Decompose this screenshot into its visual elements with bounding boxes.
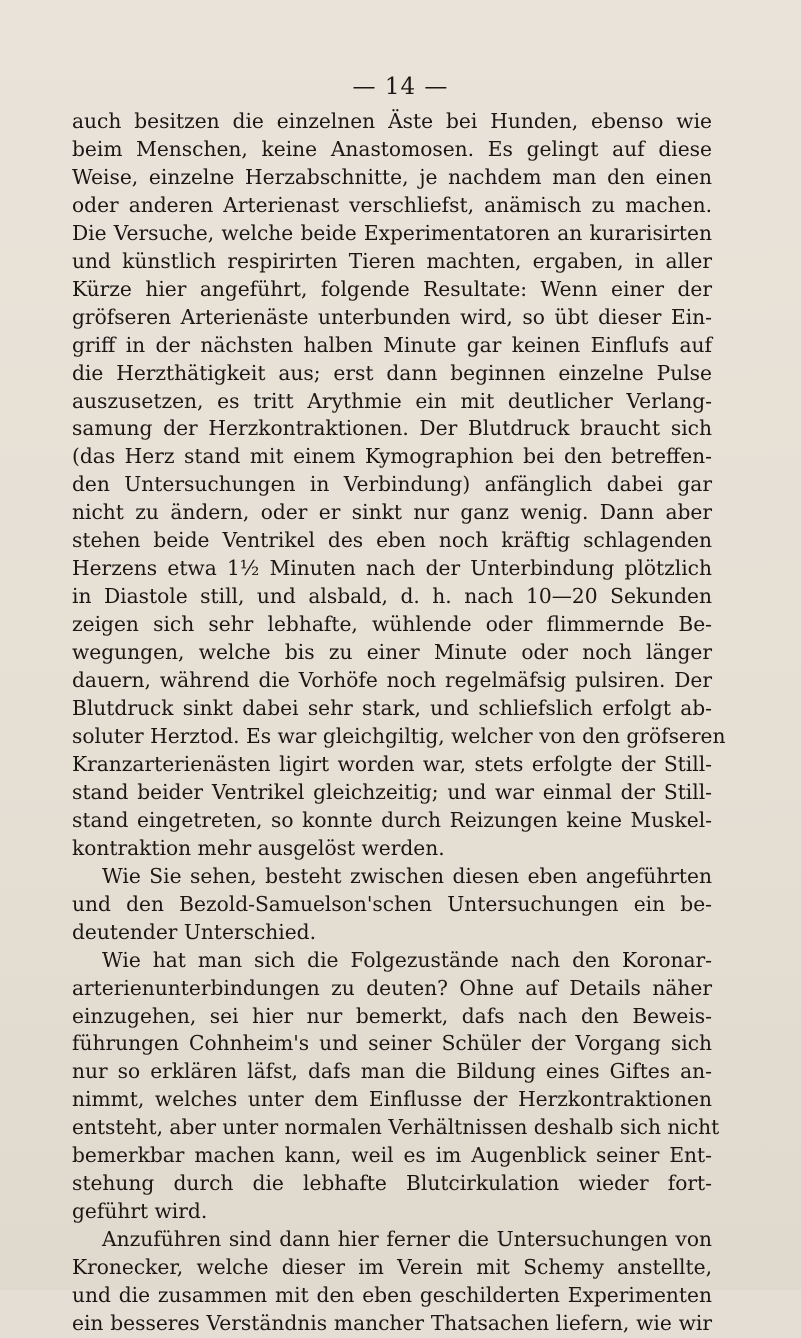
text-line: nimmt, welches unter dem Einflusse der Herzkontraktionen — [72, 1087, 712, 1112]
text-line: stand beider Ventrikel gleichzeitig; und war einmal der Still- — [72, 779, 712, 804]
text-line: Blutdruck sinkt dabei sehr stark, und schliefslich erfolgt ab- — [72, 696, 712, 721]
text-line: auszusetzen, es tritt Arythmie ein mit deutlicher Verlang- — [72, 388, 712, 413]
text-line: Weise, einzelne Herzabschnitte, je nachdem man den einen — [72, 164, 712, 189]
text-line: gröfseren Arterienäste unterbunden wird, so übt dieser Ein- — [72, 304, 712, 329]
text-line: beim Menschen, keine Anastomosen. Es gelingt auf diese — [72, 136, 712, 161]
text-line: und die zusammen mit den eben geschilderten Experimenten — [72, 1283, 712, 1308]
text-line: führungen Cohnheim's und seiner Schüler der Vorgang sich — [72, 1031, 712, 1056]
text-line: (das Herz stand mit einem Kymographion bei den betreffen- — [72, 444, 712, 469]
text-line: Anzuführen sind dann hier ferner die Untersuchungen von — [102, 1227, 712, 1252]
text-line: ein besseres Verständnis mancher Thatsachen liefern, wie wir — [72, 1310, 712, 1335]
text-line: nur so erklären läfst, dafs man die Bildung eines Giftes an- — [72, 1059, 712, 1084]
text-line: entsteht, aber unter normalen Verhältnissen deshalb sich nicht — [72, 1115, 720, 1140]
text-line: wegungen, welche bis zu einer Minute oder noch länger — [72, 640, 712, 665]
text-line: auch besitzen die einzelnen Äste bei Hunden, ebenso wie — [72, 109, 712, 133]
text-line: nicht zu ändern, oder er sinkt nur ganz wenig. Dann aber — [72, 500, 712, 525]
text-line: zeigen sich sehr lebhafte, wühlende oder flimmernde Be- — [72, 612, 712, 637]
text-line: oder anderen Arterienast verschliefst, anämisch zu machen. — [72, 192, 712, 217]
text-line: die Herzthätigkeit aus; erst dann beginnen einzelne Pulse — [72, 360, 712, 385]
text-line: arterienunterbindungen zu deuten? Ohne auf Details näher — [72, 975, 712, 1000]
text-line: Kürze hier angeführt, folgende Resultate: Wenn einer der — [72, 276, 712, 301]
text-line: bemerkbar machen kann, weil es im Augenblick seiner Ent- — [72, 1143, 712, 1168]
page-number: — 14 — — [352, 74, 449, 100]
text-line: samung der Herzkontraktionen. Der Blutdruck braucht sich — [72, 416, 712, 441]
text-line: einzugehen, sei hier nur bemerkt, dafs nach den Beweis- — [72, 1003, 712, 1028]
text-line: in Diastole still, und alsbald, d. h. nach 10—20 Sekunden — [72, 584, 712, 609]
text-line: und den Bezold-Samuelson'schen Untersuchungen ein be- — [72, 891, 712, 916]
text-line: Die Versuche, welche beide Experimentatoren an kurarisirten — [72, 220, 712, 245]
text-line: Herzens etwa 1½ Minuten nach der Unterbindung plötzlich — [72, 556, 712, 581]
text-line: Wie Sie sehen, besteht zwischen diesen eben angeführten — [102, 863, 712, 888]
text-line: griff in der nächsten halben Minute gar keinen Einflufs auf — [72, 332, 712, 357]
text-line: kontraktion mehr ausgelöst werden. — [72, 835, 445, 860]
text-line: Wie hat man sich die Folgezustände nach den Koronar- — [102, 947, 712, 972]
text-line: stehen beide Ventrikel des eben noch kräftig schlagenden — [72, 528, 712, 553]
text-line: dauern, während die Vorhöfe noch regelmäfsig pulsiren. Der — [72, 668, 712, 693]
text-line: stehung durch die lebhafte Blutcirkulation wieder fort- — [72, 1171, 712, 1196]
text-line: stand eingetreten, so konnte durch Reizungen keine Muskel- — [72, 807, 712, 832]
text-line: deutender Unterschied. — [72, 919, 317, 944]
text-line: soluter Herztod. Es war gleichgiltig, welcher von den gröfseren — [72, 723, 726, 748]
body-text — [72, 108, 726, 1338]
text-line: den Untersuchungen in Verbindung) anfänglich dabei gar — [72, 472, 712, 497]
text-line: Kranzarterienästen ligirt worden war, stets erfolgte der Still- — [72, 751, 712, 776]
text-line: und künstlich respirirten Tieren machten, ergaben, in aller — [72, 248, 712, 273]
text-line: Kronecker, welche dieser im Verein mit Schemy anstellte, — [72, 1255, 712, 1280]
text-line: geführt wird. — [72, 1199, 208, 1224]
